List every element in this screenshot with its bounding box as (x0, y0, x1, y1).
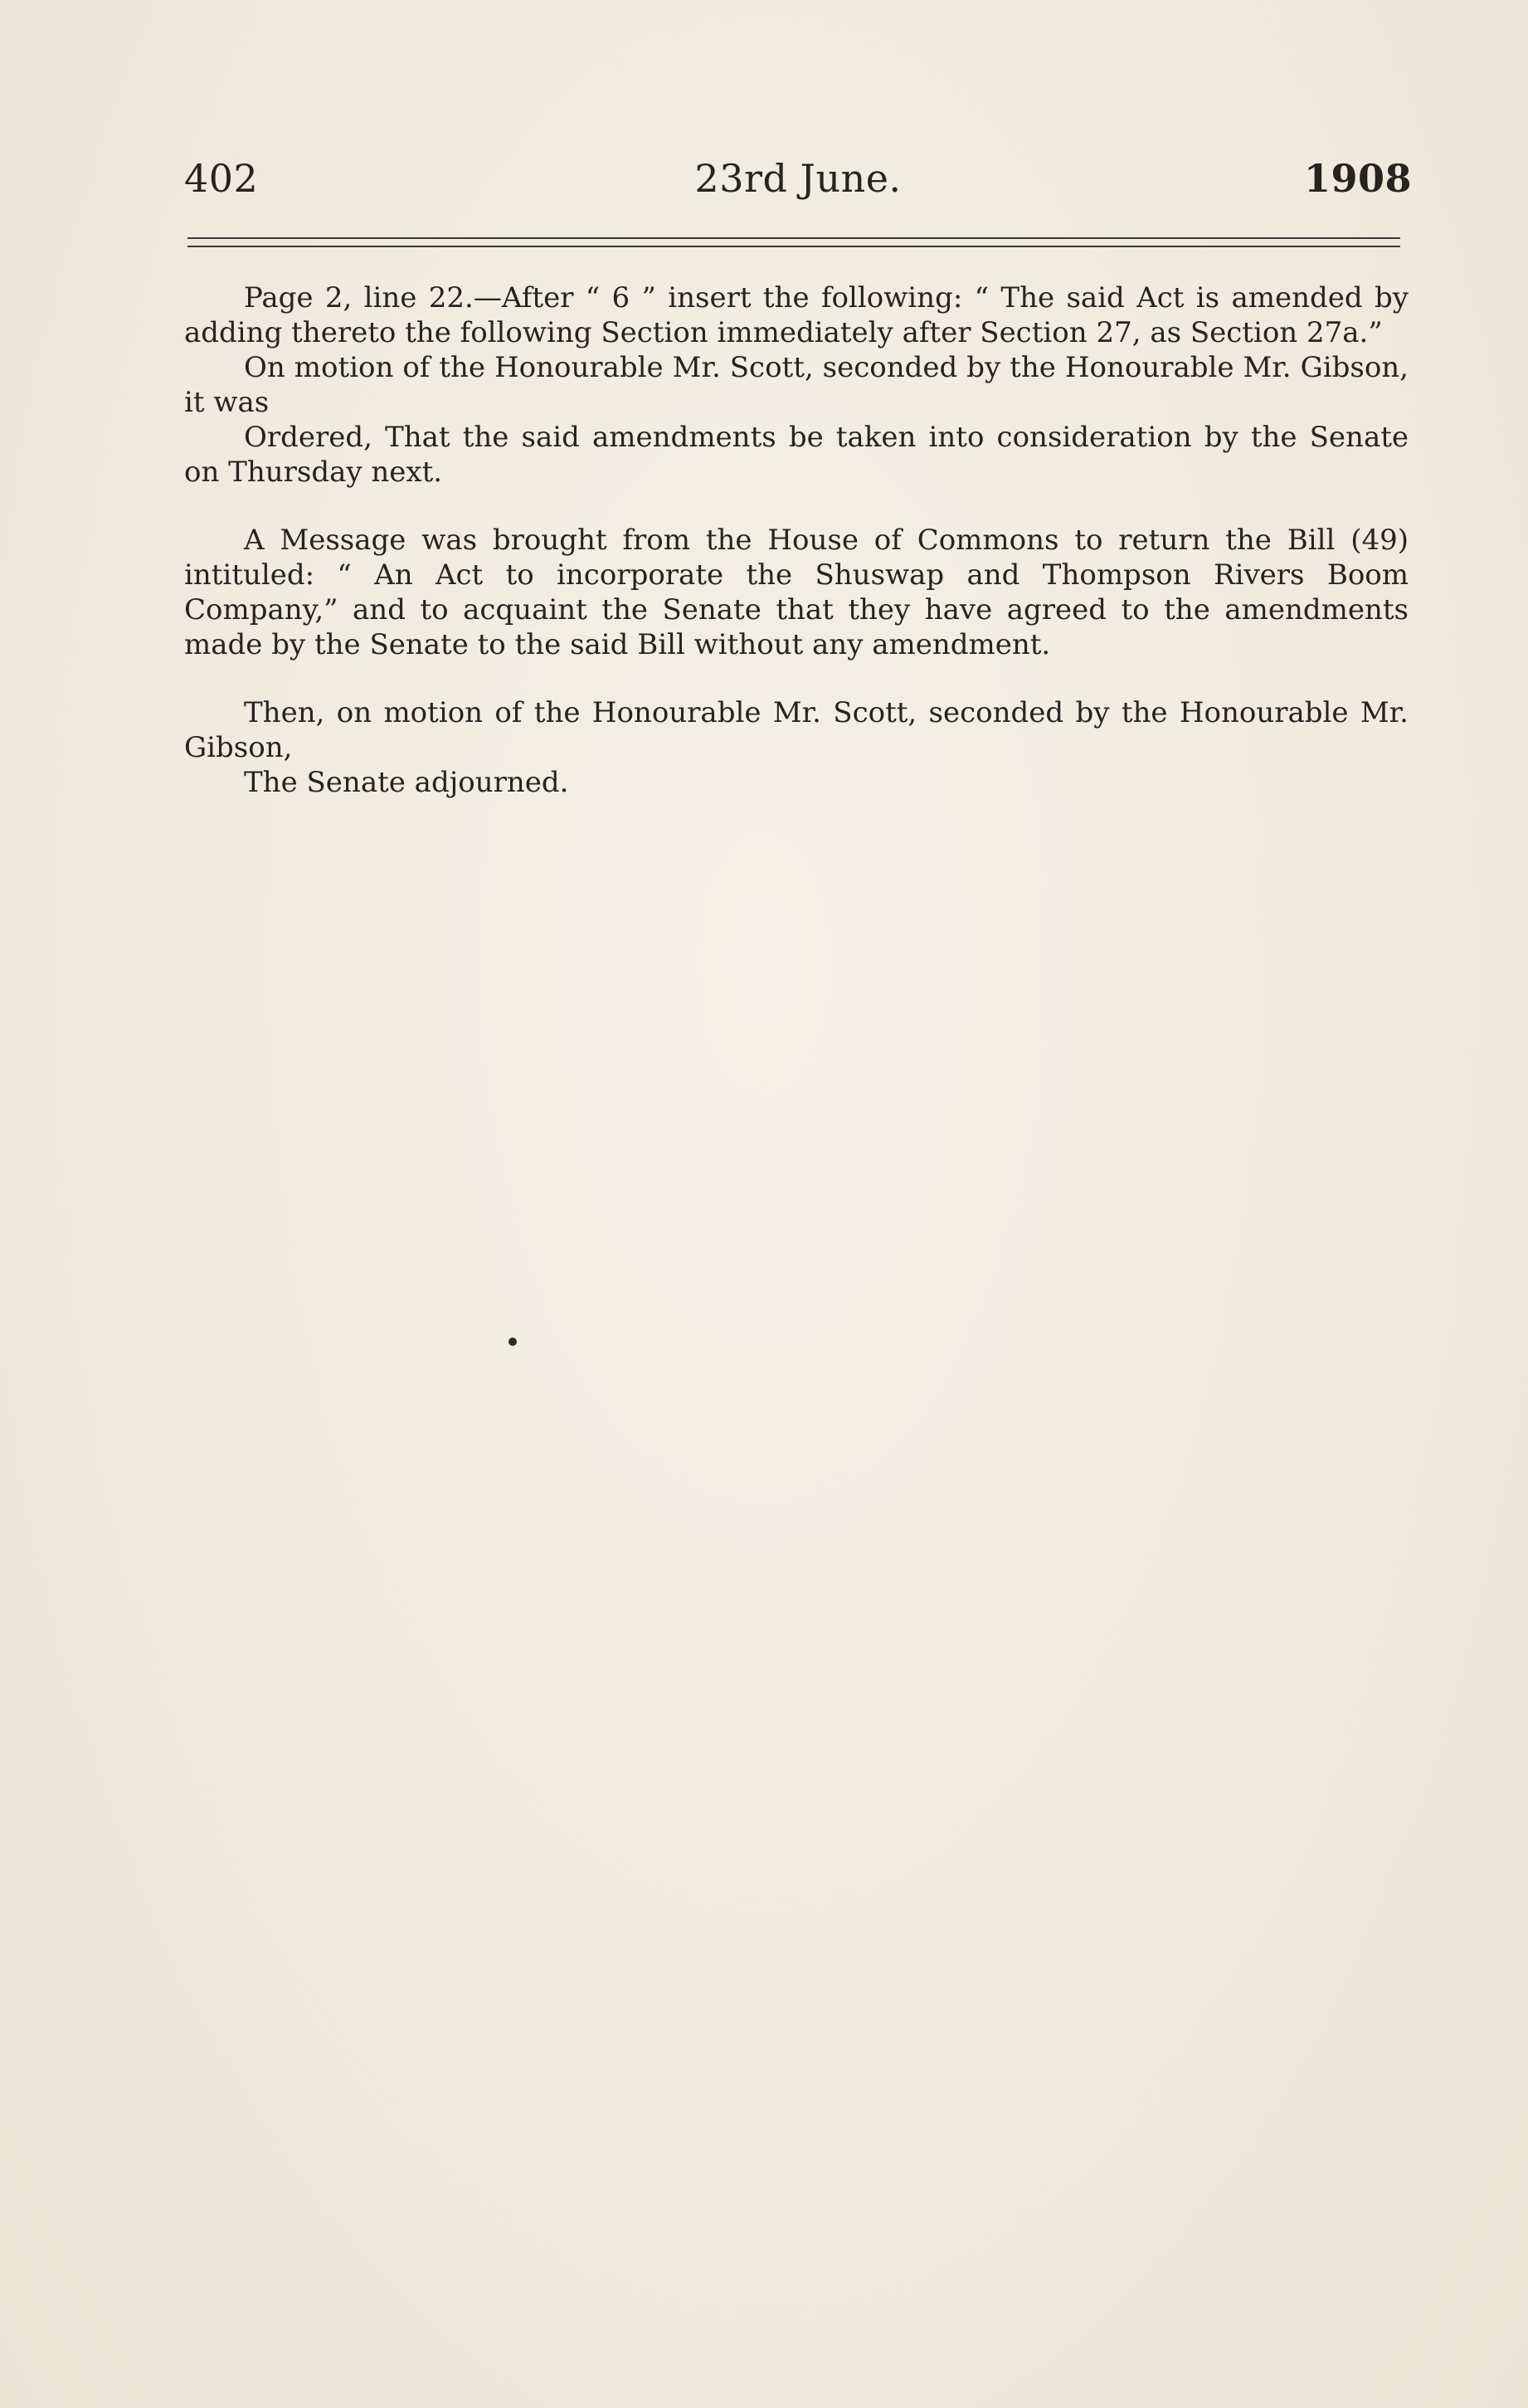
page-body (184, 280, 1409, 800)
header-rule-bottom (187, 246, 1400, 247)
header-rule-top (187, 237, 1400, 239)
paragraph-amendment: Page 2, line 22.—After “ 6 ” insert the following: “ The said Act is amended by adding thereto the following Section immediately after Section 27, as Section 27a.” (184, 281, 1409, 349)
paragraph-motion: On motion of the Honourable Mr. Scott, seconded by the Honourable Mr. Gibson, it was (184, 351, 1409, 419)
ink-speck (509, 1338, 517, 1346)
running-head: 23rd June. (694, 156, 902, 201)
paragraph-adjourned: The Senate adjourned. (244, 766, 569, 799)
paragraph-ordered: Ordered, That the said amendments be taken into consideration by the Senate on Thursday next. (184, 421, 1409, 489)
paragraph-message: A Message was brought from the House of Commons to return the Bill (49) intituled: “ An Act to incorporate the Shuswap and Thompson Rivers Boom Company,” and to acquaint the Senate that they have agreed to the amendments made by the Senate to the said Bill without any amendment. (184, 524, 1409, 661)
paragraph-adjourn-motion: Then, on motion of the Honourable Mr. Scott, seconded by the Honourable Mr. Gibson, (184, 696, 1409, 764)
page-number: 402 (184, 156, 259, 201)
header-year: 1908 (1303, 156, 1412, 201)
page-header (184, 154, 1412, 212)
